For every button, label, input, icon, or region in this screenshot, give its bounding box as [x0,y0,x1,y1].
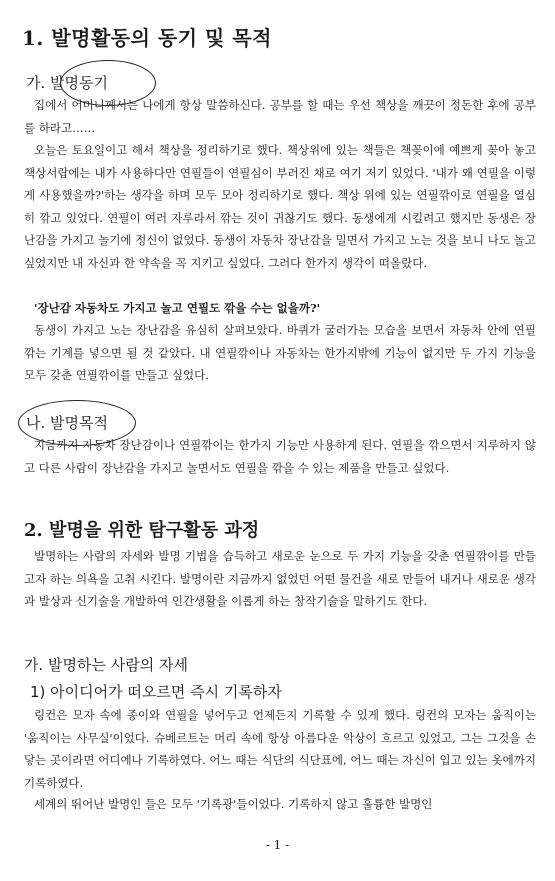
paragraph: 세계의 뛰어난 발명인 들은 모두 '기록광'들이었다. 기록하지 않고 훌륭한 발명인 [34,797,433,811]
paragraph: 동생이 가지고 노는 장난감을 유심히 살펴보았다. 바퀴가 굴러가는 모습을 보면서 자동차 안에 연필깎는 기계를 넣으면 될 것 같았다. 내 연필깎이나 자동차는 한가지밖에 기능이 없지만 두 가지 기능을 모두 갖춘 연필깎이를 만들고 싶었다. [24,323,536,382]
paragraph: 오늘은 토요일이고 해서 책상을 정리하기로 했다. 책상위에 있는 책들은 책꽂이에 예쁘게 꽂아 놓고 책상서랍에는 내가 사용하다만 연필들이 연필심이 부러진 채로 여기 저기 있었다. '내가 왜 연필을 이렇게 사용했을까?'하는 생각을 하며 모두 모아 정리하기로 했다. 책상 위에 있는 연필깎이로 연필을 열심히 깎고 있었다. 연필이 여러 자루라서 깎는 것이 귀찮기도 했다. 동생에게 시킬려고 했지만 동생은 장난감을 가지고 놀기에 정신이 없었다. 동생이 자동차 장난감을 밀면서 가지고 노는 것을 보니 나도 놀고 싶었지만 내 자신과 한 약속을 꼭 지키고 싶었다. 그러다 한가지 생각이 떠올랐다. [24,143,536,270]
paragraph: 지금까지 자동차 장난감이나 연필깎이는 한가지 기능만 사용하게 된다. 연필을 깎으면서 지루하지 않고 다른 사람이 장난감을 가지고 놀면서도 연필을 깎을 수 있는 제품을 만들고 싶었다. [24,438,536,475]
section-2-title: 2. 발명을 위한 탐구활동 과정 [24,520,260,541]
page-number: - 1 - [265,838,290,852]
subsection-heading-attitude: 가. 발명하는 사람의 자세 [24,656,188,674]
sub-subsection-heading: 1) 아이디어가 떠오르면 즉시 기록하자 [30,683,282,701]
subsection-heading-motivation: 가. 발명동기 [26,74,108,92]
paragraph: 집에서 어머니께서는 나에게 항상 말씀하신다. 공부를 할 때는 우선 책상을 깨끗이 정돈한 후에 공부를 하라고…… [24,98,536,135]
paragraph: 링컨은 모자 속에 종이와 연필을 넣어두고 언제든지 기록할 수 있게 했다. 링컨의 모자는 움직이는 '움직이는 사무실'이었다. 슈베르트는 머리 속에 항상 아름다운 악상이 흐르고 있었고, 그는 그것을 손닿는 곳이라면 어디에나 기록하였다. 어느 때는 식단의 식단표에, 어느 때는 자신이 입고 있는 옷에까지 기록하였다. [24,708,536,790]
subsection-heading-purpose: 나. 발명목적 [26,414,108,432]
paragraph: 발명하는 사람의 자세와 발명 기법을 습득하고 새로운 눈으로 두 가지 기능을 갖춘 연필깎이를 만들고자 하는 의욕을 고취 시킨다. 발명이란 지금까지 없었던 어떤 물건을 새로 만들어 내거나 새로운 생각과 발상과 신기술을 개발하여 인간생활을 이롭게 하는 창작기술을 말하기도 한다. [24,549,536,608]
quote-line: '장난감 자동차도 가지고 놀고 연필도 깎을 수는 없을까?' [34,301,321,315]
section-1-title: 1. 발명활동의 동기 및 목적 [22,26,272,50]
